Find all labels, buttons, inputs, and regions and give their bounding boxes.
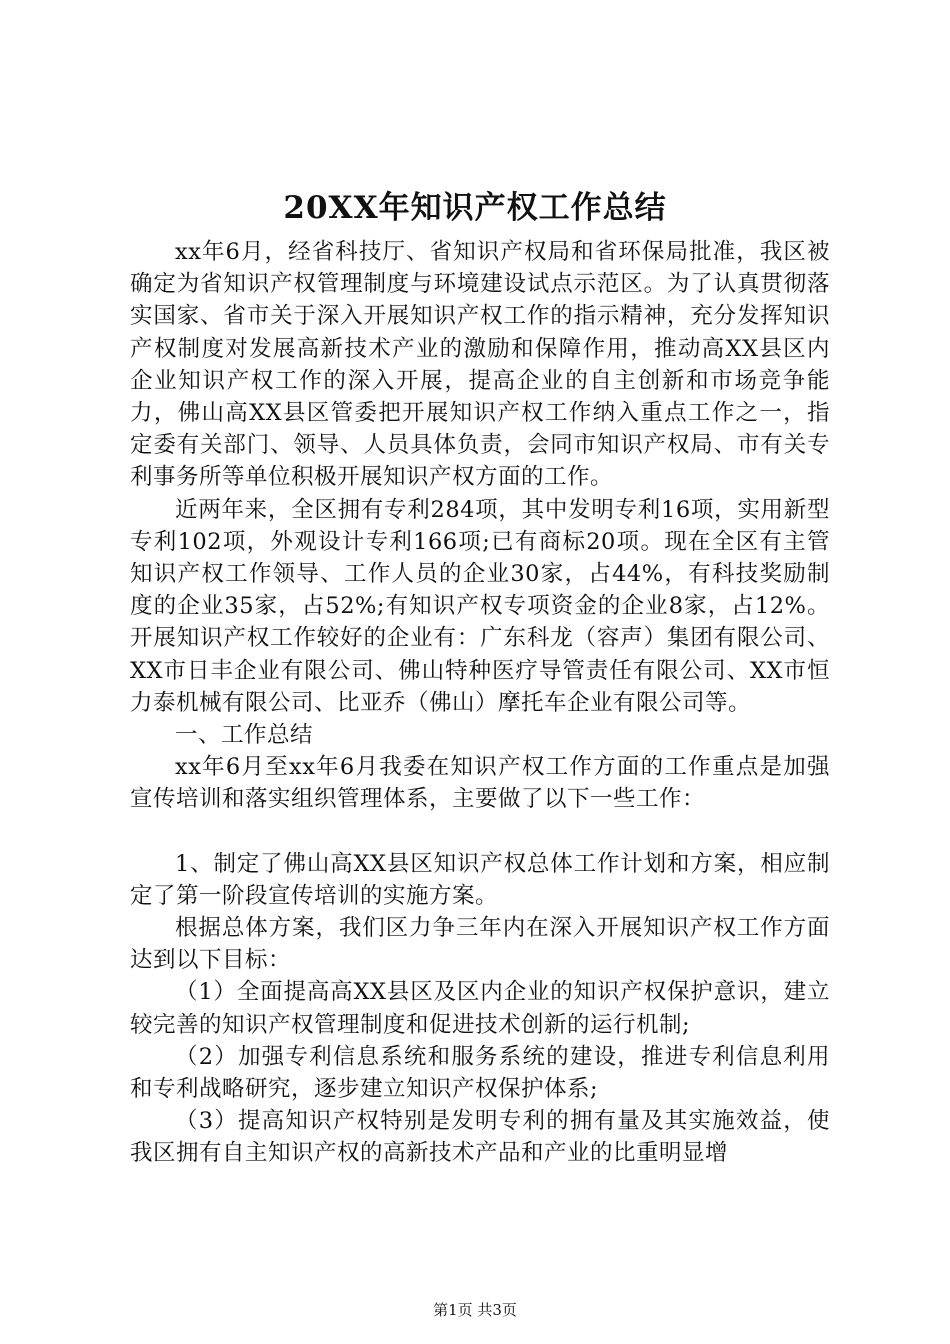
paragraph-work-focus: xx年6月至xx年6月我委在知识产权工作方面的工作重点是加强宣传培训和落实组织管理体系，主要做了以下一些工作： [130, 754, 830, 813]
page-footer: 第1页 共3页 [433, 1301, 517, 1319]
paragraph-statistics: 近两年来，全区拥有专利284项，其中发明专利16项，实用新型专利102项，外观设计专利166项;已有商标20项。现在全区有主管知识产权工作领导、工作人员的企业30家，占44%，有科技奖励制度的企业35家，占52%;有知识产权专项资金的企业8家，占12%。开展知识产权工作较好的企业有：广东科龙（容声）集团有限公司、XX市日丰企业有限公司、佛山特种医疗导管责任有限公司、XX市恒力泰机械有限公司、比亚乔（佛山）摩托车企业有限公司等。 [130, 496, 830, 716]
paragraph-goal-1: （1）全面提高高XX县区及区内企业的知识产权保护意识，建立较完善的知识产权管理制度和促进技术创新的运行机制; [130, 979, 830, 1038]
section-heading-work-summary: 一、工作总结 [175, 722, 314, 749]
paragraph-goal-2: （2）加强专利信息系统和服务系统的建设，推进专利信息利用和专利战略研究，逐步建立知识产权保护体系; [130, 1043, 830, 1103]
paragraph-goal-3: （3）提高知识产权特别是发明专利的拥有量及其实施效益，使我区拥有自主知识产权的高新技术产品和产业的比重明显增 [130, 1108, 830, 1167]
paragraph-goals-intro: 根据总体方案，我们区力争三年内在深入开展知识产权工作方面达到以下目标： [130, 915, 830, 974]
paragraph-item-1: 1、制定了佛山高XX县区知识产权总体工作计划和方案，相应制定了第一阶段宣传培训的实施方案。 [130, 850, 830, 909]
document-title: 20XX年知识产权工作总结 [283, 190, 667, 226]
document-body [130, 236, 830, 1170]
paragraph-intro: xx年6月，经省科技厅、省知识产权局和省环保局批准，我区被确定为省知识产权管理制度与环境建设试点示范区。为了认真贯彻落实国家、省市关于深入开展知识产权工作的指示精神，充分发挥知识产权制度对发展高新技术产业的激励和保障作用，推动高XX县区内企业知识产权工作的深入开展，提高企业的自主创新和市场竞争能力，佛山高XX县区管委把开展知识产权工作纳入重点工作之一，指定委有关部门、领导、人员具体负责，会同市知识产权局、市有关专利事务所等单位积极开展知识产权方面的工作。 [130, 239, 830, 491]
